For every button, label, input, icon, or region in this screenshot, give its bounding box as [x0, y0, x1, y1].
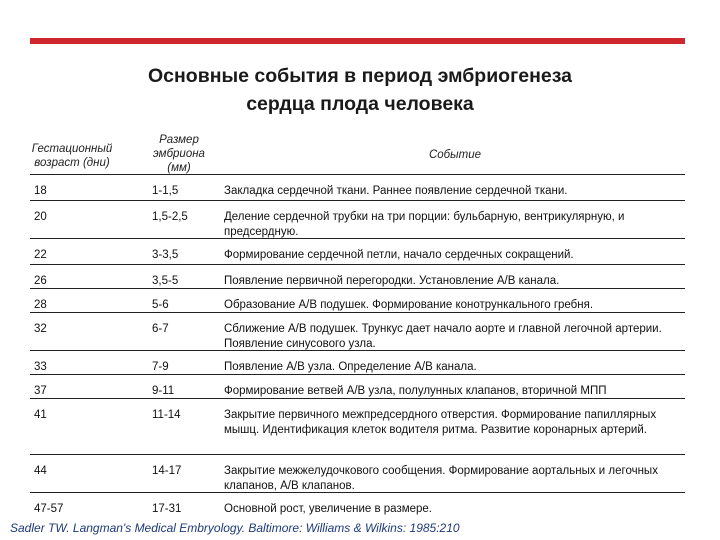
table-row — [30, 288, 685, 312]
cell-event: Закладка сердечной ткани. Раннее появление сердечной ткани. — [224, 185, 568, 197]
table-row — [30, 492, 685, 518]
cell-event: Деление сердечной трубки на три порции: бульбарную, вентрикулярную, и предсердную. — [224, 211, 625, 238]
table-row — [30, 350, 685, 374]
cell-age: 32 — [34, 323, 47, 335]
table-row — [30, 312, 685, 350]
cell-event: Появление А/В узла. Определение А/В канала. — [224, 361, 477, 373]
cell-size: 6-7 — [152, 323, 169, 335]
cell-event: Закрытие первичного межпредсердного отверстия. Формирование папиллярных мышц. Идентификация клеток водителя ритма. Развитие коронарных артерий. — [224, 409, 657, 436]
title-line-2: сердца плода человека — [246, 93, 474, 115]
cell-size: 1,5-2,5 — [152, 211, 188, 223]
cell-event: Формирование сердечной петли, начало сердечных сокращений. — [224, 249, 574, 261]
header-event: Событие — [428, 149, 481, 161]
top-accent-bar — [30, 38, 685, 44]
page-title — [60, 62, 660, 118]
cell-size: 1-1,5 — [152, 185, 179, 197]
events-table — [30, 174, 685, 518]
table-row — [30, 454, 685, 492]
cell-size: 7-9 — [152, 361, 169, 373]
cell-event: Основной рост, увеличение в размере. — [224, 503, 432, 515]
cell-event: Формирование ветвей А/В узла, полулунных клапанов, вторичной МПП — [224, 385, 607, 397]
cell-size: 5-6 — [152, 299, 169, 311]
cell-age: 26 — [34, 275, 47, 287]
cell-age: 44 — [34, 465, 47, 477]
cell-size: 3-3,5 — [152, 249, 179, 261]
table-row — [30, 174, 685, 200]
title-line-1: Основные события в период эмбриогенеза — [148, 65, 572, 87]
table-row — [30, 398, 685, 454]
cell-age: 20 — [34, 211, 47, 223]
table-row — [30, 200, 685, 238]
table-row — [30, 374, 685, 398]
cell-age: 41 — [34, 409, 47, 421]
cell-event: Образование А/В подушек. Формирование конотрункального гребня. — [224, 299, 594, 311]
cell-event: Сближение А/В подушек. Трункус дает начало аорте и главной легочной артерии. Появление синусового узла. — [224, 323, 662, 350]
cell-size: 14-17 — [152, 465, 182, 477]
cell-size: 9-11 — [152, 385, 175, 397]
citation: Sadler TW. Langman's Medical Embryology. Baltimore: Williams & Wilkins: 1985:210 — [10, 521, 460, 535]
cell-size: 11-14 — [152, 409, 181, 421]
cell-size: 17-31 — [152, 503, 182, 515]
table-row — [30, 238, 685, 264]
cell-age: 33 — [34, 361, 47, 373]
cell-age: 22 — [34, 249, 47, 261]
cell-age: 28 — [34, 299, 47, 311]
cell-event: Закрытие межжелудочкового сообщения. Формирование аортальных и легочных клапанов, А/В клапанов. — [224, 465, 658, 492]
header-gestational-age: Гестационный возраст (дни) — [31, 143, 113, 169]
table-row — [30, 264, 685, 288]
cell-age: 47-57 — [34, 503, 64, 515]
cell-size: 3,5-5 — [152, 275, 179, 287]
cell-age: 37 — [34, 385, 47, 397]
cell-event: Появление первичной перегородки. Установление А/В канала. — [224, 275, 560, 287]
header-embryo-size: Размер эмбриона (мм) — [153, 134, 205, 174]
cell-age: 18 — [34, 185, 47, 197]
